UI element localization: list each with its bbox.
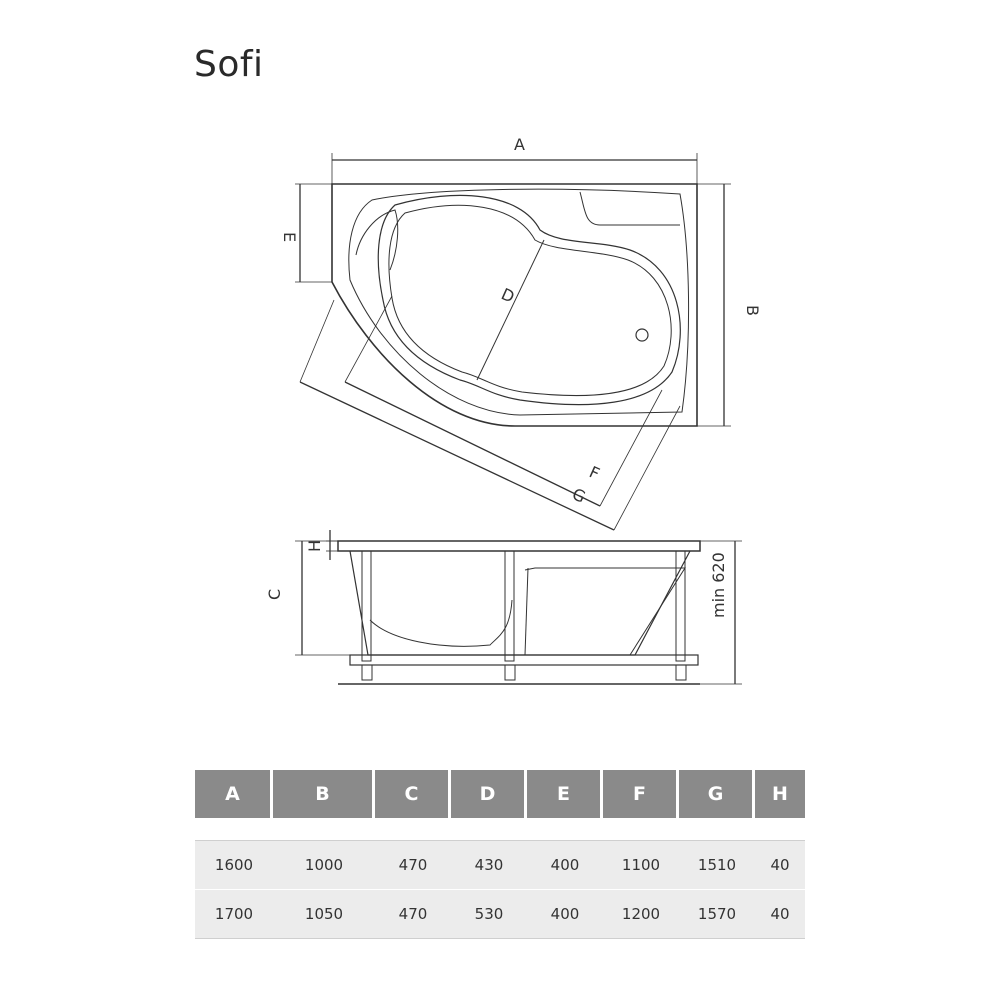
table-header [195, 770, 805, 818]
table-cell: 1510 [697, 856, 737, 874]
header-cell: G [679, 770, 755, 818]
tub-body [350, 551, 690, 655]
left-basin [370, 600, 512, 646]
table-cell: 1700 [214, 905, 254, 923]
tub-rim [338, 541, 700, 551]
table-cell: 1050 [304, 905, 344, 923]
dim-label-f: F [586, 462, 603, 484]
table-cell: 1200 [621, 905, 661, 923]
table-cell: 470 [398, 856, 428, 874]
right-basin [525, 568, 685, 655]
table-cell: 1570 [697, 905, 737, 923]
table-cell: 40 [770, 856, 790, 874]
table-cell: 400 [550, 856, 580, 874]
table-cell: 400 [550, 905, 580, 923]
header-cell: F [603, 770, 679, 818]
header-cell: A [195, 770, 273, 818]
header-cell: H [755, 770, 805, 818]
table-cell: 530 [474, 905, 504, 923]
basin-outer [378, 195, 680, 404]
table-cell: 430 [474, 856, 504, 874]
dim-label-c: C [265, 588, 284, 600]
table-cell: 1100 [621, 856, 661, 874]
side-view [295, 530, 742, 684]
basin-inner [389, 205, 671, 395]
table-cell: 1600 [214, 856, 254, 874]
header-cell: C [375, 770, 451, 818]
table-row [195, 841, 805, 889]
table-body [195, 840, 805, 939]
table-row [195, 889, 805, 938]
product-title: Sofi [194, 44, 264, 85]
header-cell: E [527, 770, 603, 818]
dim-label-d: D [498, 284, 518, 307]
dim-label-e: E [280, 232, 299, 243]
header-cell: D [451, 770, 527, 818]
table-cell: 40 [770, 905, 790, 923]
dim-label-a: A [514, 135, 525, 154]
table-cell: 470 [398, 905, 428, 923]
header-cell: B [273, 770, 375, 818]
dim-label-h: H [305, 539, 324, 552]
dimensions-table [195, 770, 805, 939]
table-cell: 1000 [304, 856, 344, 874]
top-view [295, 153, 731, 530]
drain-icon [636, 329, 648, 341]
dim-label-g: G [569, 484, 589, 507]
headrest [580, 192, 680, 225]
tub-rim-inner [349, 189, 689, 415]
dim-label-b: B [743, 305, 762, 316]
dim-label-min: min 620 [709, 552, 728, 618]
